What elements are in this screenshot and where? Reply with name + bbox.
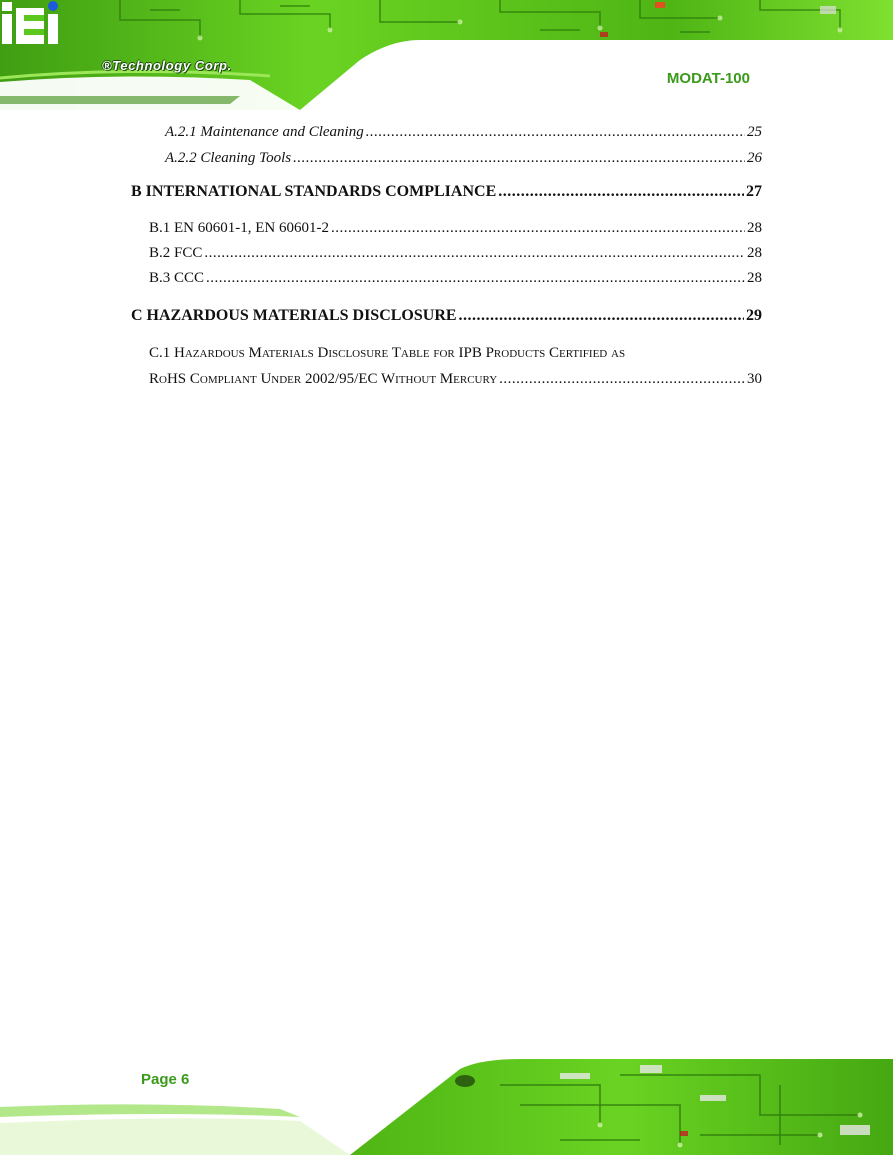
toc-leader-dots [293,149,745,167]
page-number: Page 6 [141,1071,190,1088]
toc-entry-page: 30 [747,371,762,387]
circuit-board-footer [0,1055,893,1155]
model-name: MODAT-100 [666,70,750,87]
toc-leader-dots [331,219,745,237]
toc-entry-title: A.2.2 Cleaning Tools [165,150,292,166]
toc-entry-title: A.2.1 Maintenance and Cleaning [165,124,364,140]
toc-entry-title: C HAZARDOUS MATERIALS DISCLOSURE [131,307,457,324]
toc-entry[interactable] [149,244,762,262]
toc-leader-dots [459,307,744,325]
toc-entry-page: 28 [747,220,762,236]
page-footer [0,1055,893,1155]
circuit-board-banner [0,0,893,110]
toc-entry-page: 28 [747,270,762,286]
toc-entry-title: B.1 EN 60601-1, EN 60601-2 [149,220,329,236]
toc-entry-page: 28 [747,245,762,261]
iei-logo [0,0,70,48]
toc-entry-title: B INTERNATIONAL STANDARDS COMPLIANCE [131,183,497,200]
toc-entry-page: 29 [746,307,762,324]
toc-chapter-entry[interactable] [131,183,762,201]
toc-entry-page: 27 [746,183,762,200]
toc-leader-dots [366,123,745,141]
toc-entry[interactable] [149,370,762,388]
toc-entry-title-line2: RoHS Compliant Under 2002/95/EC Without Mercury [149,371,498,387]
toc-entry[interactable] [165,149,762,167]
brand-name: ®Technology Corp. [102,58,232,73]
toc-entry-page: 26 [747,150,762,166]
toc-entry-title: B.3 CCC [149,270,205,286]
toc-leader-dots [204,244,745,262]
toc-entry[interactable] [165,123,762,141]
toc-entry[interactable] [149,219,762,237]
toc-leader-dots [498,183,744,201]
toc-entry-page: 25 [747,124,762,140]
toc-leader-dots [206,269,745,287]
page-header [0,0,893,110]
toc-chapter-entry[interactable] [131,307,762,325]
toc-entry-title-line1[interactable]: C.1 Hazardous Materials Disclosure Table for IPB Products Certified as [149,345,626,361]
toc-leader-dots [499,370,745,388]
toc-entry-title: B.2 FCC [149,245,203,261]
toc-entry[interactable] [149,269,762,287]
